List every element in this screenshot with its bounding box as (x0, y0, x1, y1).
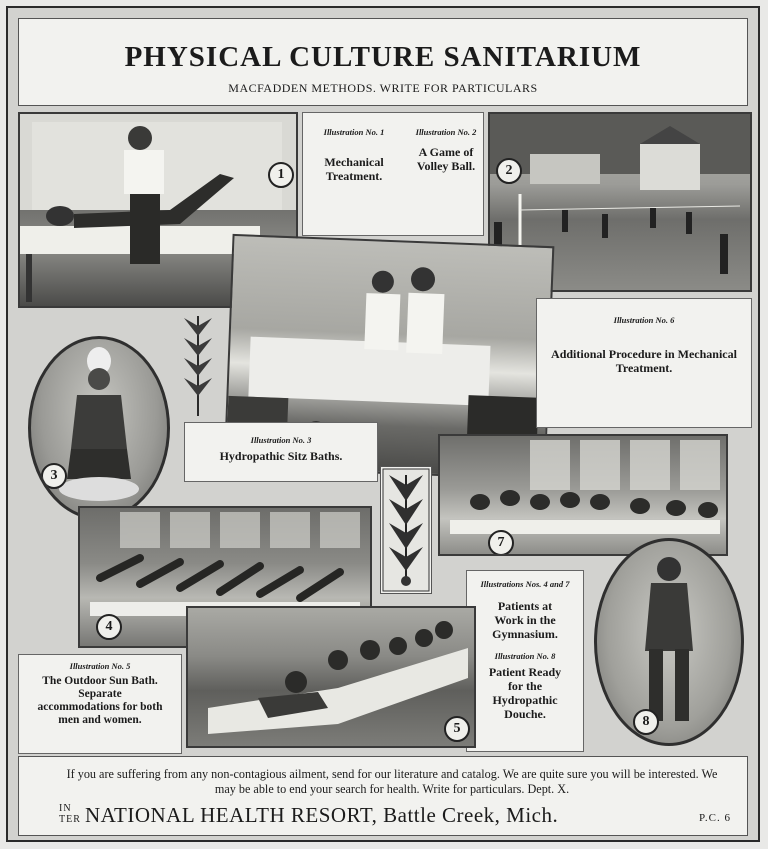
caption-2-label: Illustration No. 2 (415, 127, 477, 137)
photo-3-sitz-bath (28, 336, 170, 520)
page-title: PHYSICAL CULTURE SANITARIUM (124, 41, 642, 73)
photo-7-gymnasium (438, 434, 728, 556)
caption-1-label: Illustration No. 1 (323, 127, 385, 137)
footer-message: If you are suffering from any non-contagious ailment, send for our literature and catalog. We are quite sure you will be interested. We may be able to end your search for health. Write for particulars. Dept. X. (66, 767, 718, 796)
caption-2 (413, 127, 479, 173)
caption-6-label: Illustration No. 6 (613, 315, 675, 325)
caption-47-label: Illustrations Nos. 4 and 7 (480, 579, 570, 589)
photo-number-8: 8 (633, 709, 659, 735)
photo-number-3: 3 (41, 463, 67, 489)
footer-prefix: IN TER (59, 803, 81, 825)
photo-8-douche (594, 538, 744, 746)
advertisement-page (6, 6, 760, 842)
caption-1 (309, 127, 399, 183)
caption-1-text: Mechanical Treatment. (324, 155, 384, 183)
photo-number-7: 7 (488, 530, 514, 556)
footer-resort-name: NATIONAL HEALTH RESORT, Battle Creek, Mich. (85, 803, 559, 827)
caption-illustration-5 (18, 654, 182, 754)
photo-8-illustration (597, 541, 741, 743)
ad-header (18, 18, 748, 106)
caption-8-label: Illustration No. 8 (494, 651, 556, 661)
caption-2-text: A Game of Volley Ball. (416, 145, 476, 173)
photo-number-4: 4 (96, 614, 122, 640)
caption-illustrations-4-7-8 (466, 570, 584, 752)
page-subtitle: MACFADDEN METHODS. WRITE FOR PARTICULARS (228, 81, 538, 95)
caption-3-label: Illustration No. 3 (250, 435, 312, 445)
fern-ornament-center (380, 466, 432, 594)
photo-5-illustration (188, 608, 474, 746)
photo-number-1: 1 (268, 162, 294, 188)
caption-illustration-3 (184, 422, 378, 482)
caption-5-label: Illustration No. 5 (69, 661, 131, 671)
photo-number-2: 2 (496, 158, 522, 184)
photo-3-illustration (31, 339, 167, 517)
caption-47-text: Patients at Work in the Gymnasium. (492, 599, 558, 641)
fern-ornament-left (180, 312, 216, 420)
fern-leaf-icon (180, 312, 216, 420)
caption-5-text: The Outdoor Sun Bath. Separate accommodations for both men and women. (37, 675, 163, 726)
caption-3-text: Hydropathic Sitz Baths. (219, 449, 343, 463)
photo-number-5: 5 (444, 716, 470, 742)
photo-5-sun-bath (186, 606, 476, 748)
caption-6-text: Additional Procedure in Mechanical Treatment. (551, 347, 737, 375)
ad-footer (18, 756, 748, 836)
footer-code: P.C. 6 (699, 812, 731, 824)
caption-illustrations-1-2 (302, 112, 484, 236)
caption-illustration-6 (536, 298, 752, 428)
fern-leaf-icon (381, 467, 431, 593)
photo-7-illustration (440, 436, 726, 554)
caption-8-text: Patient Ready for the Hydropathic Douche. (488, 665, 562, 721)
